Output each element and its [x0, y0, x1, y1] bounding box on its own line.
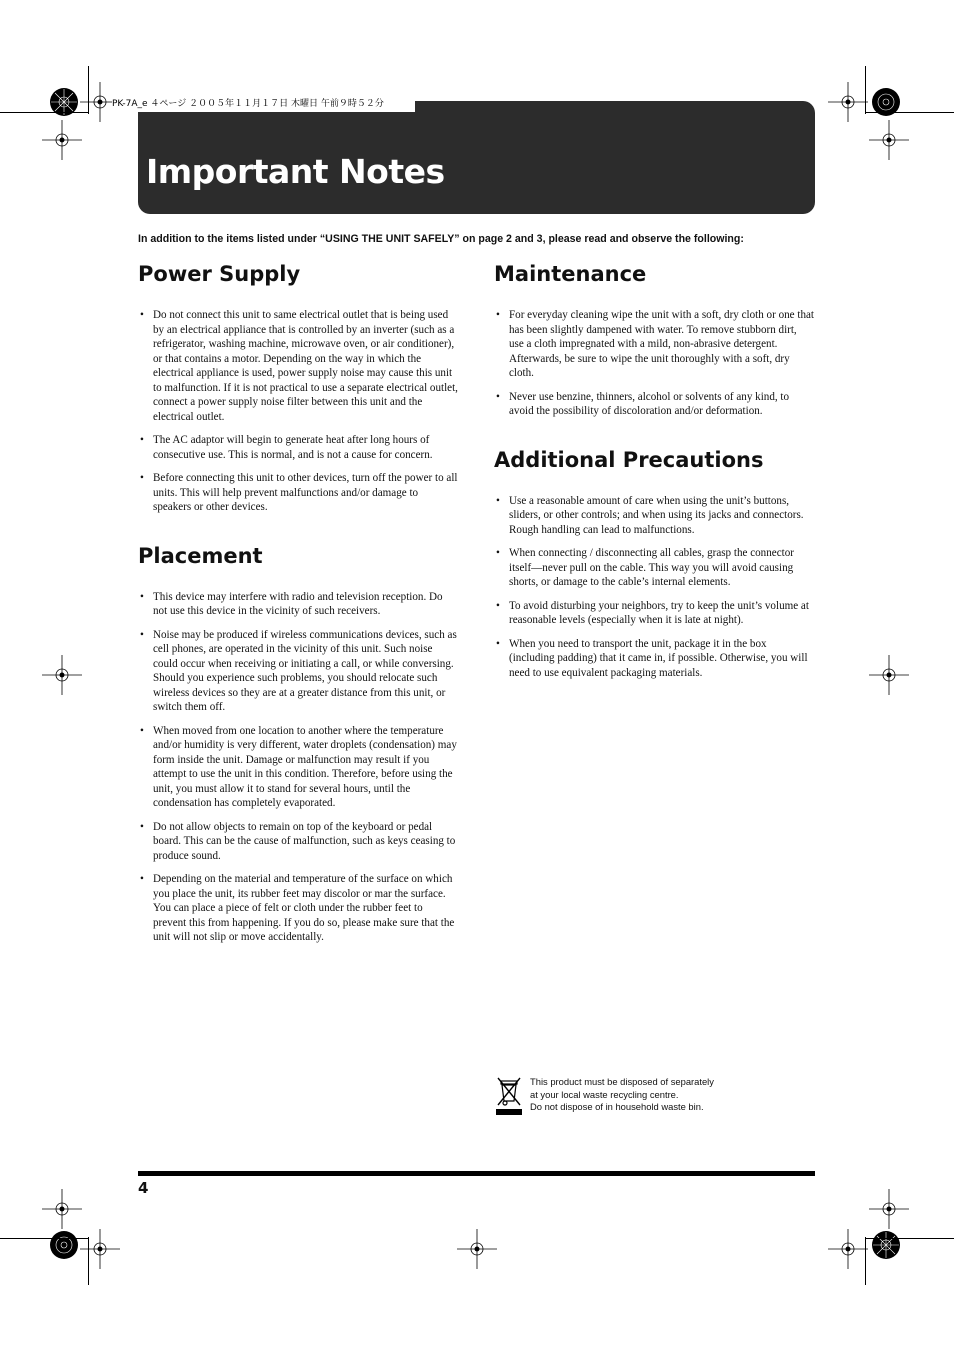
section-heading: Maintenance	[494, 262, 647, 286]
list-item: • This device may interfere with radio and television reception. Do not use this device in the vicinity of such receivers.	[138, 590, 458, 619]
list-item	[138, 872, 458, 945]
registration-mark-icon	[44, 1225, 84, 1265]
list-item: • When moved from one location to another where the temperature and/or humidity is very different, water droplets (condensation) may form inside the unit. Damage or malfunction may result if you attempt to use the unit in this condition. Therefore, before using the unit, you must allow it to stand for several hours, until the condensation has completely evaporated.	[138, 724, 458, 811]
section-maintenance	[494, 260, 814, 419]
crop-line	[0, 112, 88, 113]
registration-mark-icon	[44, 82, 84, 122]
crop-line	[865, 66, 866, 114]
section-additional-precautions	[494, 446, 814, 681]
crosshair-mark-icon	[42, 120, 82, 160]
registration-mark-icon	[866, 1225, 906, 1265]
crop-line	[88, 1237, 89, 1285]
print-header: PK-7A_e ４ページ ２００５年１１月１７日 木曜日 午前９時５２分	[112, 97, 415, 112]
section-heading: Placement	[138, 543, 263, 568]
title-banner	[138, 101, 815, 214]
crosshair-mark-icon	[869, 120, 909, 160]
list-item: • For everyday cleaning wipe the unit with a soft, dry cloth or one that has been slightly dampened with water. To remove stubborn dirt, use a cloth impregnated with a mild, non-abrasive detergent. Afterwards, be sure to wipe the unit thoroughly with a soft, dry cloth.	[494, 308, 814, 381]
list-item: • When you need to transport the unit, package it in the box (including padding) that it came in, if possible. Otherwise, you will need to use equivalent packaging materials.	[494, 637, 814, 681]
left-column	[138, 260, 458, 954]
list-item: • Never use benzine, thinners, alcohol or solvents of any kind, to avoid the possibility of discoloration and/or deformation.	[494, 390, 814, 419]
crosshair-mark-icon	[828, 82, 868, 122]
crop-line	[88, 66, 89, 114]
right-column	[494, 260, 814, 689]
crossed-out-wheelie-bin-icon	[494, 1075, 524, 1117]
list-item: • To avoid disturbing your neighbors, try to keep the unit’s volume at reasonable levels (especially when it is late at night).	[494, 599, 814, 628]
crop-line	[0, 1238, 88, 1239]
disposal-line: at your local waste recycling centre.	[530, 1088, 679, 1100]
section-power-supply	[138, 260, 458, 515]
list-item: • Do not allow objects to remain on top of the keyboard or pedal board. This can be the cause of malfunction, such as keys ceasing to produce sound.	[138, 820, 458, 864]
section-heading: Power Supply	[138, 262, 301, 286]
list-item: • The AC adaptor will begin to generate heat after long hours of consecutive use. This is normal, and is not a cause for concern.	[138, 433, 458, 462]
section-placement	[138, 542, 458, 945]
list-item: • When connecting / disconnecting all cables, grasp the connector itself—never pull on the cable. This way you will avoid causing shorts, or damage to the cable’s internal elements.	[494, 546, 814, 590]
list-item: • Before connecting this unit to other devices, turn off the power to all units. This will help prevent malfunctions and/or damage to speakers or other devices.	[138, 471, 458, 515]
bullet-list	[138, 590, 458, 945]
list-item-text: Depending on the material and temperature of the surface on which you place the unit, its rubber feet may discolor or mar the surface.	[153, 873, 453, 900]
page-title: Important Notes	[146, 152, 445, 191]
bullet-list	[138, 308, 458, 515]
crop-line	[866, 112, 954, 113]
page-number: 4	[138, 1179, 149, 1197]
crop-line	[866, 1238, 954, 1239]
crosshair-mark-icon	[869, 1189, 909, 1229]
disposal-text	[530, 1076, 714, 1114]
crop-line	[865, 1237, 866, 1285]
list-item: • Use a reasonable amount of care when using the unit’s buttons, sliders, or other controls; and when using its jacks and connectors. Rough handling can lead to malfunctions.	[494, 494, 814, 538]
list-item: • Do not connect this unit to same electrical outlet that is being used by an electrical appliance that is controlled by an inverter (such as a refrigerator, washing machine, microwave oven, or air conditioner), or that contains a motor. Depending on the way in which the electrical appliance is used, power supply noise may cause this unit to malfunction. If it is not practical to use a separate electrical outlet, connect a power supply noise filter between this unit and the electrical outlet.	[138, 308, 458, 424]
bullet-list	[494, 308, 814, 419]
registration-mark-icon	[866, 82, 906, 122]
crosshair-mark-icon	[869, 655, 909, 695]
footer-rule	[138, 1171, 815, 1176]
crosshair-mark-icon	[42, 655, 82, 695]
crosshair-mark-icon	[457, 1229, 497, 1269]
disposal-line: This product must be disposed of separately	[530, 1076, 714, 1087]
crosshair-mark-icon	[80, 1229, 120, 1269]
bullet-list	[494, 494, 814, 681]
crosshair-mark-icon	[828, 1229, 868, 1269]
crosshair-mark-icon	[42, 1189, 82, 1229]
intro-text: In addition to the items listed under “USING THE UNIT SAFELY” on page 2 and 3, please read and observe the following:	[138, 233, 744, 245]
list-item-continuation: You can place a piece of felt or cloth under the rubber feet to prevent this from happening. If you do so, please make sure that the unit will not slip or move accidentally.	[153, 902, 455, 943]
section-heading: Additional Precautions	[494, 447, 764, 472]
list-item: • Noise may be produced if wireless communications devices, such as cell phones, are operated in the vicinity of this unit. Such noise could occur when receiving or initiating a call, or while conversing. Should you experience such problems, you should relocate such wireless devices so they are at a greater distance from this unit, or switch them off.	[138, 628, 458, 715]
disposal-line: Do not dispose of in household waste bin.	[530, 1101, 704, 1112]
